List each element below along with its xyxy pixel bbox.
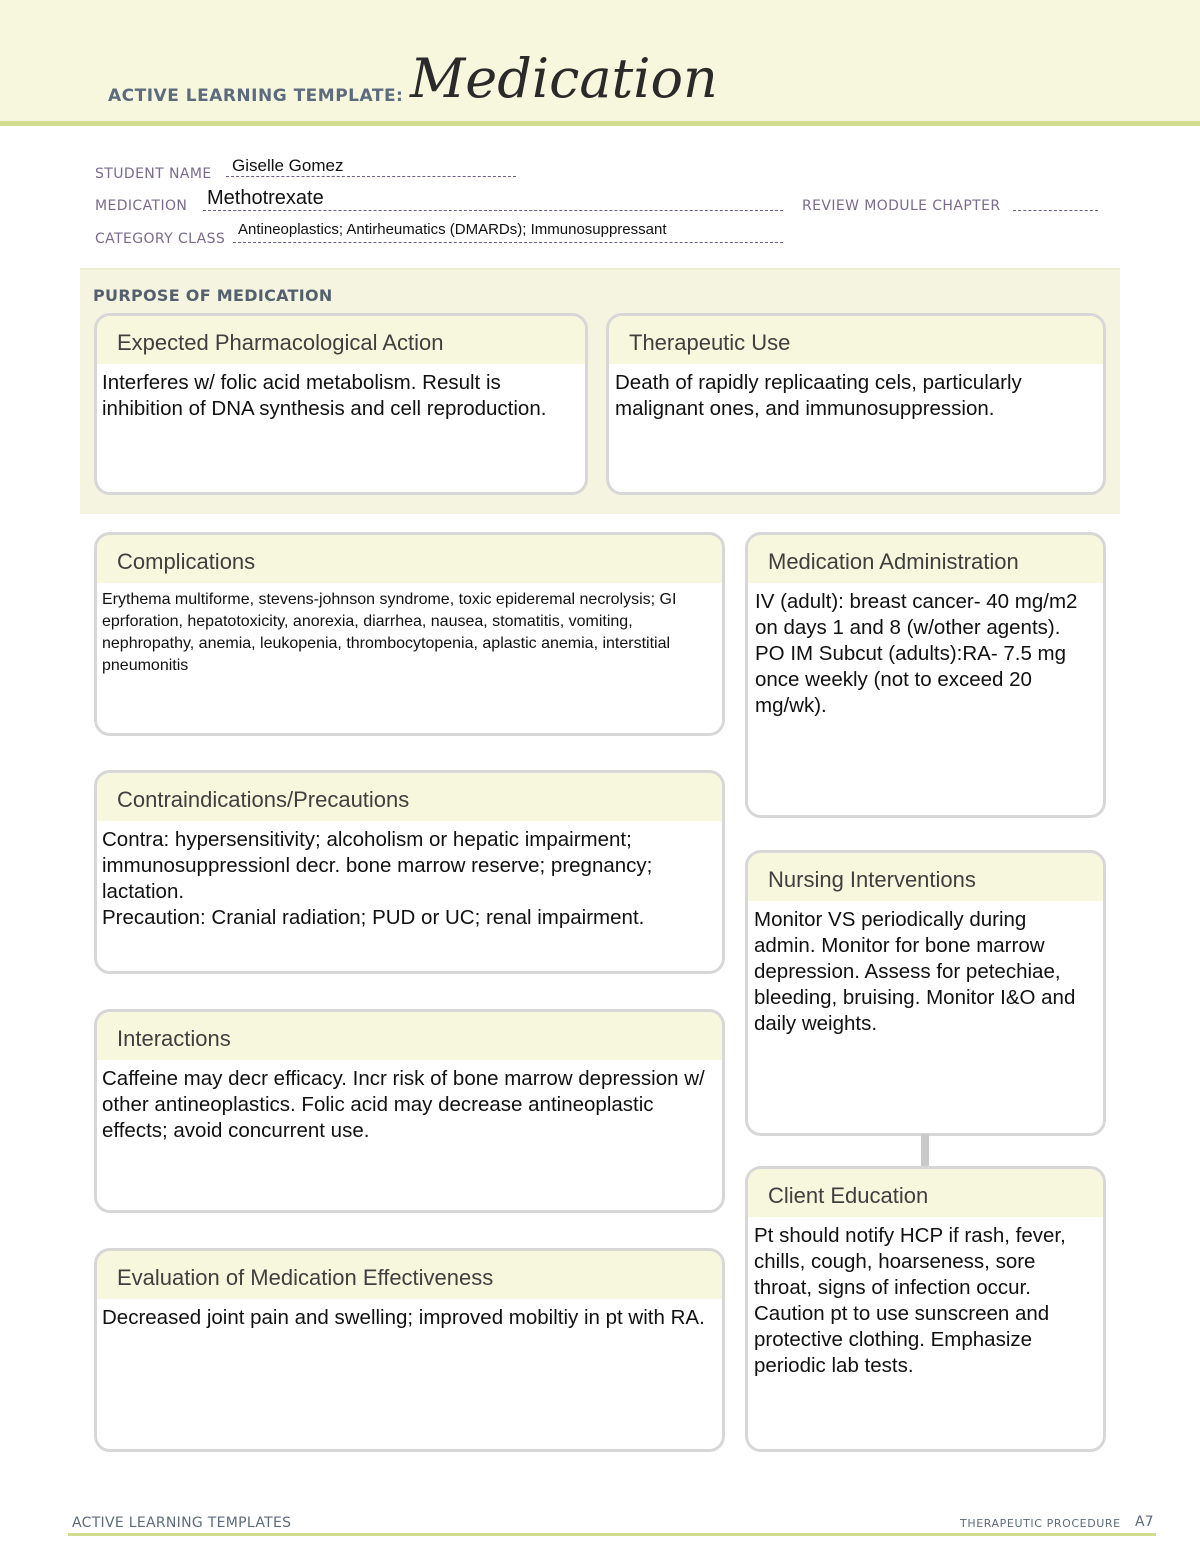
expected-action-text[interactable]: Interferes w/ folic acid metabolism. Result is inhibition of DNA synthesis and cell reproduction. bbox=[102, 371, 547, 420]
footer-right: THERAPEUTIC PROCEDURE bbox=[960, 1517, 1121, 1530]
evaluation-box bbox=[94, 1248, 725, 1452]
evaluation-text[interactable]: Decreased joint pain and swelling; improved mobiltiy in pt with RA. bbox=[102, 1306, 705, 1329]
student-name-value[interactable]: Giselle Gomez bbox=[232, 156, 344, 175]
footer-left: ACTIVE LEARNING TEMPLATES bbox=[72, 1515, 292, 1531]
nursing-interventions-heading: Nursing Interventions bbox=[748, 853, 1103, 901]
complications-heading: Complications bbox=[97, 535, 722, 583]
evaluation-heading: Evaluation of Medication Effectiveness bbox=[97, 1251, 722, 1299]
expected-action-heading: Expected Pharmacological Action bbox=[97, 316, 585, 364]
therapeutic-use-heading: Therapeutic Use bbox=[609, 316, 1103, 364]
therapeutic-use-box bbox=[606, 313, 1106, 495]
template-label: ACTIVE LEARNING TEMPLATE: bbox=[108, 86, 404, 106]
complications-text[interactable]: Erythema multiforme, stevens-johnson syndrome, toxic epideremal necrolysis; GI eprforation, hepatotoxicity, anorexia, diarrhea, nausea, stomatitis, vomiting, nephropathy, anemia, leukopenia, thrombocytopenia, aplastic anemia, interstitial pneumonitis bbox=[102, 591, 677, 674]
administration-heading: Medication Administration bbox=[748, 535, 1103, 583]
footer-rule bbox=[68, 1533, 1156, 1536]
client-education-text[interactable]: Pt should notify HCP if rash, fever, chills, cough, hoarseness, sore throat, signs of infection occur. Caution pt to use sunscreen and protective clothing. Emphasize periodic lab tests. bbox=[754, 1224, 1066, 1377]
student-name-label: STUDENT NAME bbox=[95, 166, 212, 182]
category-value[interactable]: Antineoplastics; Antirheumatics (DMARDs); Immunosuppressant bbox=[238, 221, 667, 238]
medication-value[interactable]: Methotrexate bbox=[207, 187, 324, 209]
administration-box bbox=[745, 532, 1106, 818]
complications-box bbox=[94, 532, 725, 736]
client-education-box bbox=[745, 1166, 1106, 1452]
review-chapter-line[interactable] bbox=[1013, 210, 1098, 211]
expected-action-box bbox=[94, 313, 588, 495]
header-rule bbox=[0, 121, 1200, 126]
contraindications-text[interactable]: Contra: hypersensitivity; alcoholism or hepatic impairment; immunosuppressionl decr. bone marrow reserve; pregnancy; lactation. Precaution: Cranial radiation; PUD or UC; renal impairment. bbox=[102, 828, 653, 929]
medication-label: MEDICATION bbox=[95, 198, 188, 214]
therapeutic-use-text[interactable]: Death of rapidly replicaating cels, particularly malignant ones, and immunosuppression. bbox=[615, 371, 1022, 420]
administration-text[interactable]: IV (adult): breast cancer- 40 mg/m2 on days 1 and 8 (w/other agents). PO IM Subcut (adults):RA- 7.5 mg once weekly (not to exceed 20 mg/wk). bbox=[755, 590, 1078, 717]
box-connector bbox=[921, 1134, 929, 1168]
interactions-heading: Interactions bbox=[97, 1012, 722, 1060]
interactions-box bbox=[94, 1009, 725, 1213]
client-education-heading: Client Education bbox=[748, 1169, 1103, 1217]
category-line bbox=[233, 242, 783, 243]
review-chapter-label: REVIEW MODULE CHAPTER bbox=[802, 198, 1001, 214]
nursing-interventions-box bbox=[745, 850, 1106, 1136]
contraindications-box bbox=[94, 770, 725, 974]
category-label: CATEGORY CLASS bbox=[95, 231, 226, 247]
student-name-line bbox=[226, 176, 516, 177]
purpose-title: PURPOSE OF MEDICATION bbox=[93, 286, 333, 305]
footer-page-number: A7 bbox=[1135, 1514, 1154, 1530]
interactions-text[interactable]: Caffeine may decr efficacy. Incr risk of bone marrow depression w/ other antineoplastics. Folic acid may decrease antineoplastic effects; avoid concurrent use. bbox=[102, 1067, 705, 1142]
nursing-interventions-text[interactable]: Monitor VS periodically during admin. Monitor for bone marrow depression. Assess for petechiae, bleeding, bruising. Monitor I&O and daily weights. bbox=[754, 908, 1076, 1035]
template-title: Medication bbox=[410, 47, 718, 110]
medication-line bbox=[203, 210, 783, 211]
contraindications-heading: Contraindications/Precautions bbox=[97, 773, 722, 821]
